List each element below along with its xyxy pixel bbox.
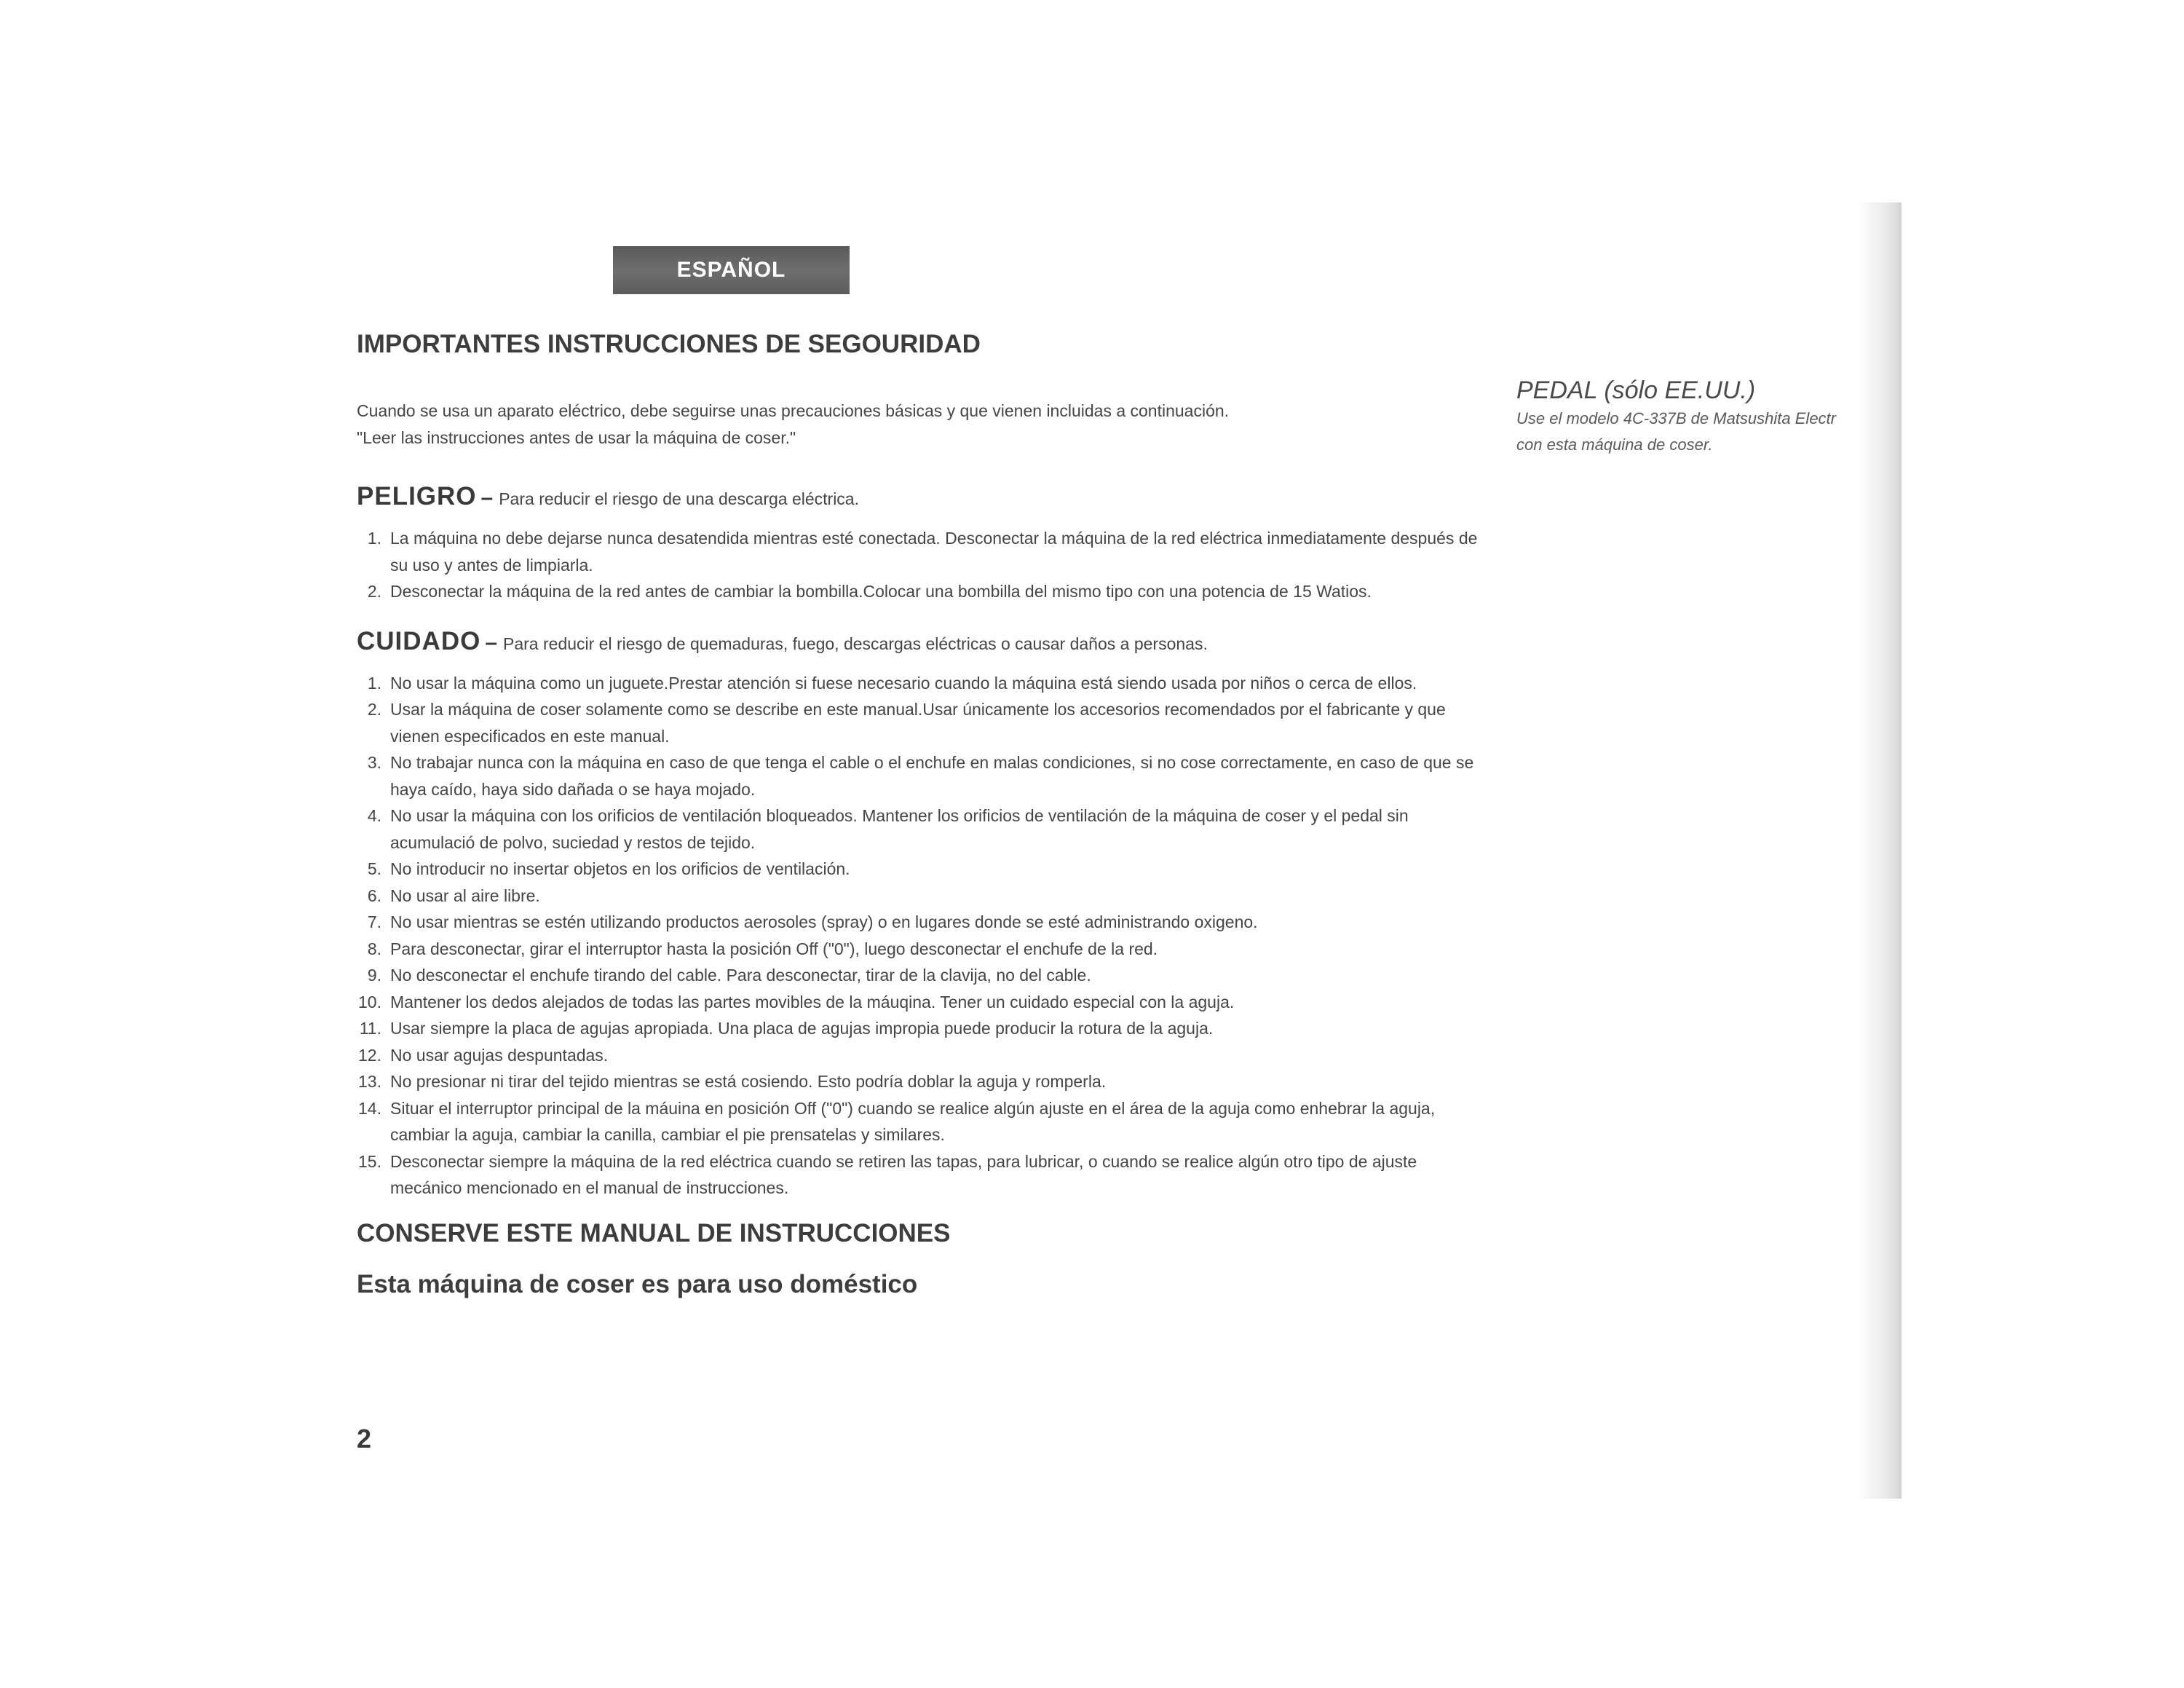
- heading-dash: –: [480, 486, 494, 510]
- page-title: IMPORTANTES INSTRUCCIONES DE SEGOURIDAD: [357, 330, 981, 358]
- item-number: 4.: [367, 806, 381, 825]
- item-text: Mantener los dedos alejados de todas las partes movibles de la máuqina. Tener un cuidado especial con la aguja.: [390, 992, 1235, 1011]
- list-item: [357, 962, 1492, 989]
- peligro-description: Para reducir el riesgo de una descarga eléctrica.: [499, 489, 859, 508]
- intro-paragraph: [357, 398, 1492, 451]
- item-number: 8.: [367, 939, 381, 958]
- pedal-text-line: con esta máquina de coser.: [1516, 435, 1713, 454]
- item-text: Para desconectar, girar el interruptor hasta la posición Off ("0"), luego desconectar el enchufe de la red.: [390, 939, 1158, 958]
- item-number: 13.: [358, 1072, 381, 1091]
- list-item: [357, 1015, 1492, 1042]
- side-column: [1516, 375, 1910, 458]
- item-text: Situar el interruptor principal de la máuina en posición Off ("0") cuando se realice algún ajuste en el área de la aguja como enhebrar la aguja, cambiar la aguja, cambiar la canilla, cambiar el pie prensatelas y similares.: [390, 1098, 1436, 1144]
- item-number: 6.: [367, 886, 381, 905]
- heading-dash: –: [485, 630, 498, 655]
- page-number: 2: [357, 1424, 372, 1454]
- item-number: 7.: [367, 912, 381, 931]
- item-text: No usar al aire libre.: [390, 886, 540, 905]
- item-text: No desconectar el enchufe tirando del cable. Para desconectar, tirar de la clavija, no del cable.: [390, 966, 1091, 985]
- list-item: [357, 856, 1492, 883]
- item-number: 12.: [358, 1045, 381, 1065]
- item-text: No trabajar nunca con la máquina en caso de que tenga el cable o el enchufe en malas condiciones, si no cose correctamente, en caso de que se haya caído, haya sido dañada o se haya mojado.: [390, 753, 1474, 799]
- item-text: Usar siempre la placa de agujas apropiada. Una placa de agujas impropia puede producir la rotura de la aguja.: [390, 1019, 1214, 1038]
- list-item: [357, 578, 1492, 605]
- list-item: [357, 936, 1492, 963]
- pedal-title: PEDAL (sólo EE.UU.): [1516, 376, 1756, 404]
- item-text: No introducir no insertar objetos en los orificios de ventilación.: [390, 859, 850, 878]
- intro-line: Cuando se usa un aparato eléctrico, debe seguirse unas precauciones básicas y que vienen incluidas a continuación.: [357, 401, 1230, 420]
- domestic-use-heading: Esta máquina de coser es para uso doméstico: [357, 1269, 918, 1298]
- item-number: 11.: [359, 1019, 381, 1038]
- peligro-list: [357, 525, 1492, 605]
- list-item: [357, 1095, 1492, 1148]
- cuidado-description: Para reducir el riesgo de quemaduras, fuego, descargas eléctricas o causar daños a personas.: [503, 634, 1208, 653]
- list-item: [357, 749, 1492, 802]
- language-badge: ESPAÑOL: [613, 246, 850, 294]
- item-text: Desconectar siempre la máquina de la red eléctrica cuando se retiren las tapas, para lubricar, o cuando se realice algún otro tipo de ajuste mecánico mencionado en el manual de instrucciones.: [390, 1151, 1417, 1197]
- item-number: 2.: [367, 700, 381, 719]
- item-number: 2.: [367, 582, 381, 601]
- list-item: [357, 670, 1492, 697]
- item-text: No usar agujas despuntadas.: [390, 1045, 609, 1065]
- item-number: 3.: [367, 753, 381, 772]
- pedal-text-line: Use el modelo 4C-337B de Matsushita Electr: [1516, 409, 1836, 427]
- item-number: 15.: [358, 1151, 381, 1171]
- cuidado-list: [357, 670, 1492, 1202]
- page-edge-shadow: [1858, 202, 1902, 1499]
- list-item: [357, 909, 1492, 936]
- item-text: Desconectar la máquina de la red antes de cambiar la bombilla.Colocar una bombilla del mismo tipo con una potencia de 15 Watios.: [390, 582, 1372, 601]
- list-item: [357, 696, 1492, 749]
- list-item: [357, 1042, 1492, 1069]
- cuidado-heading: [357, 626, 1492, 663]
- item-text: No usar la máquina con los orificios de ventilación bloqueados. Mantener los orificios de ventilación de la máquina de coser y el pedal sin acumulació de polvo, suciedad y restos de tejido.: [390, 806, 1409, 852]
- item-text: La máquina no debe dejarse nunca desatendida mientras esté conectada. Desconectar la máquina de la red eléctrica inmediatamente después de su uso y antes de limpiarla.: [390, 529, 1478, 575]
- list-item: [357, 802, 1492, 856]
- item-text: No usar la máquina como un juguete.Prestar atención si fuese necesario cuando la máquina está siendo usada por niños o cerca de ellos.: [390, 673, 1417, 693]
- list-item: [357, 1148, 1492, 1202]
- item-number: 10.: [358, 992, 381, 1011]
- list-item: [357, 525, 1492, 578]
- list-item: [357, 883, 1492, 910]
- conserve-heading: CONSERVE ESTE MANUAL DE INSTRUCCIONES: [357, 1218, 951, 1247]
- peligro-title: PELIGRO: [357, 482, 477, 510]
- cuidado-title: CUIDADO: [357, 626, 481, 655]
- peligro-heading: [357, 481, 1492, 518]
- list-item: [357, 1068, 1492, 1095]
- intro-line: "Leer las instrucciones antes de usar la máquina de coser.": [357, 428, 796, 447]
- item-number: 1.: [367, 529, 381, 548]
- item-text: No usar mientras se estén utilizando productos aerosoles (spray) o en lugares donde se esté administrando oxigeno.: [390, 912, 1258, 931]
- list-item: [357, 989, 1492, 1016]
- item-number: 9.: [367, 966, 381, 985]
- item-text: No presionar ni tirar del tejido mientras se está cosiendo. Esto podría doblar la aguja y romperla.: [390, 1072, 1107, 1091]
- item-number: 14.: [358, 1098, 381, 1118]
- item-number: 1.: [367, 673, 381, 693]
- item-text: Usar la máquina de coser solamente como se describe en este manual.Usar únicamente los accesorios recomendados por el fabricante y que vienen especificados en este manual.: [390, 700, 1446, 746]
- item-number: 5.: [367, 859, 381, 878]
- main-content: [357, 329, 1492, 1301]
